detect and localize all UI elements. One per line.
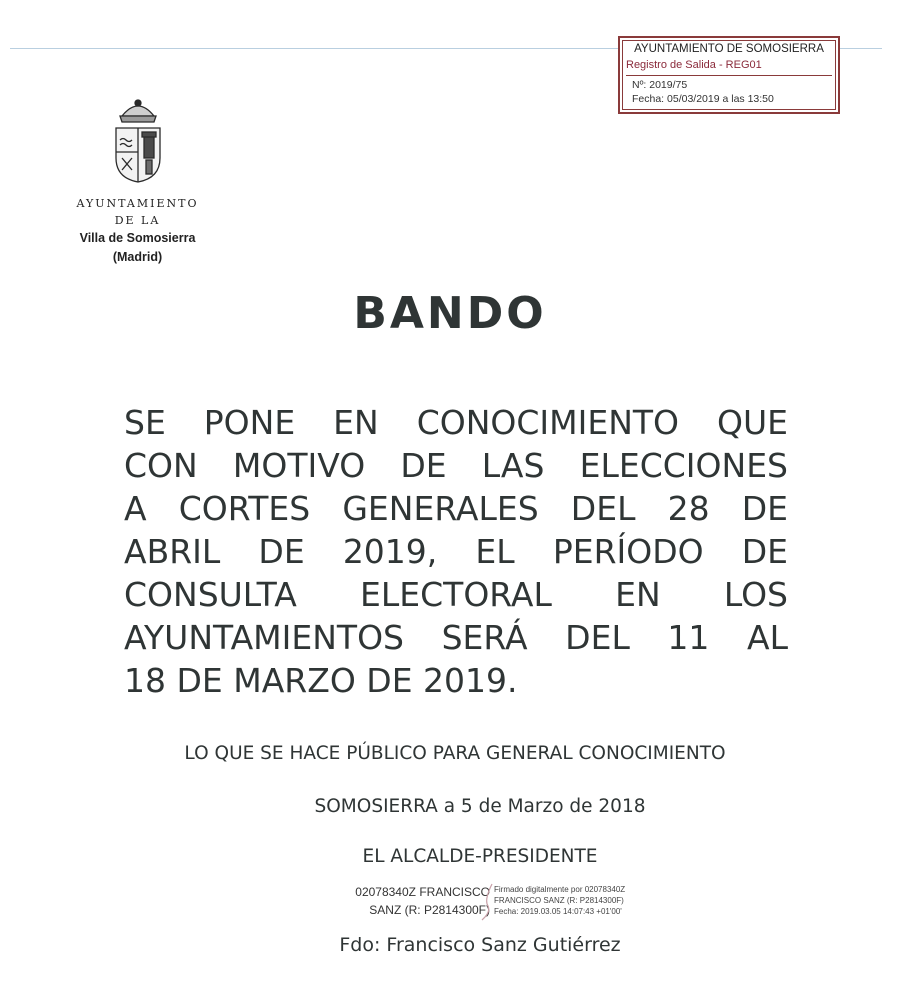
stamp-date: Fecha: 05/03/2019 a las 13:50 bbox=[632, 93, 774, 105]
stamp-title: AYUNTAMIENTO DE SOMOSIERRA bbox=[634, 43, 824, 55]
signer-role: EL ALCALDE-PRESIDENTE bbox=[362, 846, 598, 867]
municipality-province: (Madrid) bbox=[112, 250, 163, 264]
stamp-subtitle: Registro de Salida - REG01 bbox=[626, 59, 762, 71]
signature-meta-line-2: FRANCISCO SANZ (R: P2814300F) bbox=[494, 896, 624, 905]
body-line: SE PONE EN CONOCIMIENTO QUE bbox=[124, 403, 788, 442]
stamp-divider bbox=[626, 75, 832, 76]
registry-stamp bbox=[618, 36, 840, 114]
body-line: CON MOTIVO DE LAS ELECCIONES bbox=[124, 446, 788, 485]
body-line: 18 DE MARZO DE 2019. bbox=[124, 661, 518, 700]
signature-meta-line-1: Firmado digitalmente por 02078340Z bbox=[494, 885, 626, 894]
body-line: A CORTES GENERALES DEL 28 DE bbox=[124, 489, 788, 528]
municipality-line-1: AYUNTAMIENTO bbox=[76, 197, 199, 210]
body-line: AYUNTAMIENTOS SERÁ DEL 11 AL bbox=[124, 618, 788, 657]
municipality-line-2: DE LA bbox=[114, 214, 161, 227]
body-line: ABRIL DE 2019, EL PERÍODO DE bbox=[124, 532, 788, 571]
stamp-number: Nº: 2019/75 bbox=[632, 79, 688, 91]
body-line: CONSULTA ELECTORAL EN LOS bbox=[124, 575, 788, 614]
place-and-date: SOMOSIERRA a 5 de Marzo de 2018 bbox=[314, 796, 646, 817]
municipality-name: Villa de Somosierra bbox=[79, 231, 196, 245]
public-notice: LO QUE SE HACE PÚBLICO PARA GENERAL CONOCIMIENTO bbox=[184, 743, 726, 764]
signature-meta-line-3: Fecha: 2019.03.05 14:07:43 +01'00' bbox=[494, 907, 622, 916]
signature-name-line-1: 02078340Z FRANCISCO bbox=[355, 885, 490, 899]
coat-of-arms-icon bbox=[108, 94, 168, 186]
document-title: BANDO bbox=[353, 288, 547, 339]
signature-name-line-2: SANZ (R: P2814300F) bbox=[369, 903, 490, 917]
signed-by: Fdo: Francisco Sanz Gutiérrez bbox=[339, 934, 621, 956]
